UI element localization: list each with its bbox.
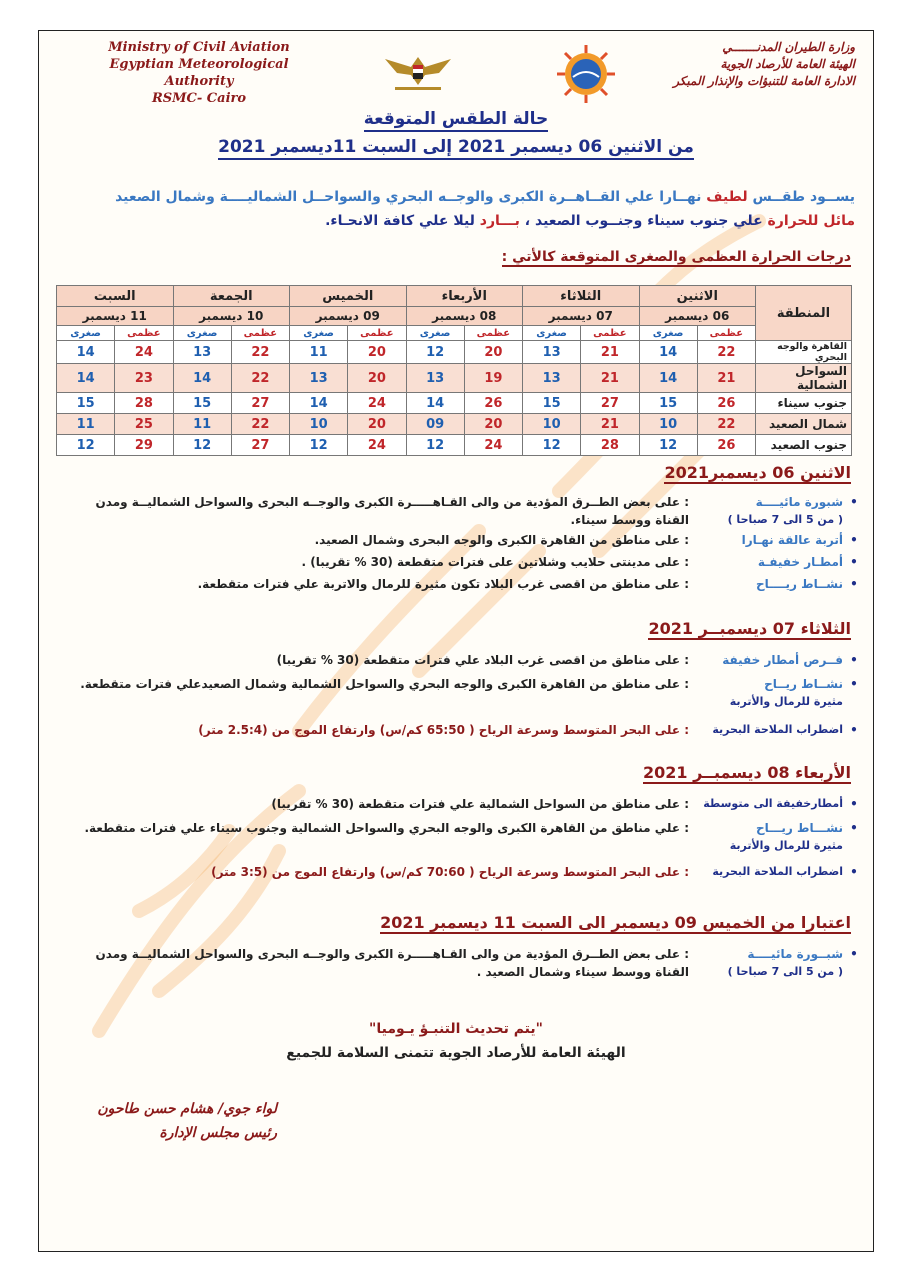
phenomenon-label xyxy=(693,493,843,529)
header-arabic xyxy=(555,39,855,90)
phenomenon-subnote: مثيرة للرمال والأتربة xyxy=(729,695,843,708)
max-temp-cell: 20 xyxy=(348,414,406,435)
max-temp-cell: 26 xyxy=(697,435,755,456)
region-name: القاهرة والوجه البحري xyxy=(756,341,852,364)
phenomenon-label xyxy=(693,795,843,813)
max-label: عظمى xyxy=(115,326,173,341)
max-temp-cell: 21 xyxy=(697,364,755,393)
max-label: عظمى xyxy=(697,326,755,341)
min-label: صغرى xyxy=(57,326,115,341)
max-temp-cell: 19 xyxy=(464,364,522,393)
min-temp-cell: 09 xyxy=(406,414,464,435)
max-temp-cell: 26 xyxy=(697,393,755,414)
max-temp-cell: 28 xyxy=(581,435,639,456)
max-temp-cell: 20 xyxy=(348,364,406,393)
day-date: 07 ديسمبر xyxy=(523,307,640,326)
phenomenon-subnote: مثيرة للرمال والأتربة xyxy=(729,839,843,852)
day-name: الجمعة xyxy=(173,286,290,307)
min-temp-cell: 14 xyxy=(290,393,348,414)
max-temp-cell: 26 xyxy=(464,393,522,414)
min-temp-cell: 11 xyxy=(290,341,348,364)
region-name: جنوب سيناء xyxy=(756,393,852,414)
forecast-text: : على مدينتى حلايب وشلاتين على فترات متقطعة (30 % تقريبا) . xyxy=(301,555,689,569)
min-temp-cell: 15 xyxy=(173,393,231,414)
min-temp-cell: 13 xyxy=(523,341,581,364)
forecast-text: : على بعض الطــرق المؤدية من والى القـاهـــــرة الكبرى والوجــه البحرى والسواحل الشماليــة ومدن القناة ووسط سيناء وشمال الصعيد . xyxy=(95,947,689,979)
min-label: صغرى xyxy=(523,326,581,341)
max-label: عظمى xyxy=(231,326,289,341)
min-temp-cell: 10 xyxy=(523,414,581,435)
min-temp-cell: 12 xyxy=(406,435,464,456)
ministry-name-ar: وزارة الطيران المدنـــــــي xyxy=(722,40,855,54)
section-title: اعتبارا من الخميس 09 ديسمبر الى السبت 11 ديسمبر 2021 xyxy=(380,913,851,932)
max-temp-cell: 29 xyxy=(115,435,173,456)
max-temp-cell: 21 xyxy=(581,341,639,364)
phenomenon-name: اضطراب الملاحة البحرية xyxy=(712,865,843,878)
phenomenon-label xyxy=(693,863,843,881)
max-temp-cell: 20 xyxy=(348,341,406,364)
forecast-text: : على البحر المتوسط وسرعة الرياح ( 70:60 كم/س) وارتفاع الموج من (3:5 متر) xyxy=(211,865,689,879)
max-temp-cell: 24 xyxy=(464,435,522,456)
min-temp-cell: 13 xyxy=(523,364,581,393)
min-temp-cell: 15 xyxy=(523,393,581,414)
region-name: جنوب الصعيد xyxy=(756,435,852,456)
min-temp-cell: 14 xyxy=(639,341,697,364)
min-temp-cell: 14 xyxy=(173,364,231,393)
day-date: 11 ديسمبر xyxy=(57,307,174,326)
day-name: الاثنين xyxy=(639,286,756,307)
phenomenon-name: أمطـار خفيفـة xyxy=(757,555,843,569)
min-temp-cell: 11 xyxy=(173,414,231,435)
table-row xyxy=(57,341,852,364)
phenomenon-label xyxy=(693,651,843,669)
section-title: الأربعاء 08 ديسمبــر 2021 xyxy=(643,763,851,782)
forecast-text: : على مناطق من اقصى غرب البلاد تكون مثيرة للرمال والاتربة علي فترات متقطعة. xyxy=(197,577,689,591)
bullet-icon: • xyxy=(850,797,858,811)
min-temp-cell: 12 xyxy=(639,435,697,456)
forecast-text: : على مناطق من اقصى غرب البلاد علي فترات متقطعة (30 % تقريبا) xyxy=(276,653,689,667)
phenomenon-label xyxy=(693,531,843,549)
max-temp-cell: 25 xyxy=(115,414,173,435)
rsmc-name: RSMC- Cairo xyxy=(151,91,247,106)
min-label: صغرى xyxy=(406,326,464,341)
header-english xyxy=(79,39,319,107)
phenomenon-name: نشــاط ريــــاح xyxy=(755,577,843,591)
max-temp-cell: 20 xyxy=(464,414,522,435)
region-name: شمال الصعيد xyxy=(756,414,852,435)
min-temp-cell: 12 xyxy=(523,435,581,456)
min-label: صغرى xyxy=(173,326,231,341)
signature-position: رئيس مجلس الإدارة xyxy=(159,1125,277,1141)
max-temp-cell: 27 xyxy=(231,435,289,456)
day-date: 09 ديسمبر xyxy=(290,307,407,326)
bullet-icon: • xyxy=(850,577,858,591)
authority-name-ar: الهيئة العامة للأرصاد الجوية xyxy=(720,57,855,71)
min-temp-cell: 13 xyxy=(406,364,464,393)
phenomenon-label xyxy=(693,945,843,981)
phenomenon-label xyxy=(693,553,843,571)
min-temp-cell: 13 xyxy=(173,341,231,364)
min-temp-cell: 13 xyxy=(290,364,348,393)
max-temp-cell: 24 xyxy=(348,435,406,456)
forecast-period: من الاثنين 06 ديسمبر 2021 إلى السبت 11ديسمبر 2021 xyxy=(39,137,873,157)
min-temp-cell: 11 xyxy=(57,414,115,435)
max-label: عظمى xyxy=(348,326,406,341)
max-label: عظمى xyxy=(581,326,639,341)
safety-message: الهيئة العامة للأرصاد الجوية تتمنى السلامة للجميع xyxy=(286,1045,626,1061)
max-temp-cell: 22 xyxy=(231,414,289,435)
max-temp-cell: 27 xyxy=(581,393,639,414)
document-title: حالة الطقس المتوقعة xyxy=(39,109,873,129)
forecast-text: : على مناطق من القاهرة الكبرى والوجه البحرى وشمال الصعيد. xyxy=(314,533,689,547)
day-name: الأربعاء xyxy=(406,286,523,307)
temperature-rows xyxy=(57,341,852,456)
bullet-icon: • xyxy=(850,723,858,737)
phenomenon-name: اضطراب الملاحة البحرية xyxy=(712,723,843,736)
temperature-table xyxy=(56,285,852,456)
signature-name: لواء جوي/ هشام حسن طاحون xyxy=(97,1101,277,1117)
phenomenon-label xyxy=(693,721,843,739)
min-temp-cell: 14 xyxy=(57,364,115,393)
ministry-name-en: Ministry of Civil Aviation xyxy=(108,40,290,55)
region-name: السواحل الشمالية xyxy=(756,364,852,393)
max-temp-cell: 20 xyxy=(464,341,522,364)
phenomenon-label xyxy=(693,675,843,711)
daily-update-note: "يتم تحديث التنبـؤ يـوميا" xyxy=(369,1021,543,1037)
max-temp-cell: 22 xyxy=(697,414,755,435)
max-temp-cell: 22 xyxy=(231,341,289,364)
bullet-icon: • xyxy=(850,821,858,835)
intro-paragraph: يســود طقــس لطيف نهــارا علي القــاهــرة الكبرى والوجــه البحري والسواحــل الشماليــــة وشمال الصعيد مائل للحرارة علي جنوب سيناء وجنــوب الصعيد ، بـــارد ليلا علي كافة الانحـاء. xyxy=(115,189,855,229)
min-temp-cell: 12 xyxy=(57,435,115,456)
phenomenon-name: نشـــاط ريـــاح xyxy=(755,821,843,835)
min-temp-cell: 10 xyxy=(639,414,697,435)
min-temp-cell: 15 xyxy=(57,393,115,414)
min-temp-cell: 12 xyxy=(406,341,464,364)
forecast-text: : على مناطق من القاهرة الكبرى والوجه البحري والسواحل الشمالية وشمال الصعيدعلي فترات متقطعة. xyxy=(80,677,689,691)
phenomenon-subnote: ( من 5 الى 7 صباحا ) xyxy=(727,965,843,978)
max-temp-cell: 24 xyxy=(348,393,406,414)
bullet-icon: • xyxy=(850,653,858,667)
phenomenon-name: أمطارخفيفة الى متوسطة xyxy=(703,797,843,810)
phenomenon-name: شبورة مائيــــة xyxy=(755,495,843,509)
day-name: السبت xyxy=(57,286,174,307)
table-row xyxy=(57,414,852,435)
section-title: الثلاثاء 07 ديسمبــر 2021 xyxy=(648,619,851,638)
forecast-text: : على بعض الطــرق المؤدية من والى القـاهـــــرة الكبرى والوجــه البحرى والسواحل الشماليــة ومدن القناة ووسط سيناء. xyxy=(95,495,689,527)
min-label: صغرى xyxy=(290,326,348,341)
max-temp-cell: 28 xyxy=(115,393,173,414)
min-label: صغرى xyxy=(639,326,697,341)
department-name-ar: الادارة العامة للتنبؤات والإنذار المبكر xyxy=(673,74,855,88)
table-row xyxy=(57,435,852,456)
min-temp-cell: 12 xyxy=(173,435,231,456)
phenomenon-label xyxy=(693,819,843,855)
table-row xyxy=(57,364,852,393)
document-page xyxy=(38,30,874,1252)
region-header: المنطقة xyxy=(756,286,852,341)
bullet-icon: • xyxy=(850,495,858,509)
bullet-icon: • xyxy=(850,533,858,547)
bullet-icon: • xyxy=(850,947,858,961)
max-temp-cell: 22 xyxy=(231,364,289,393)
min-temp-cell: 15 xyxy=(639,393,697,414)
phenomenon-name: فــرص أمطار خفيفة xyxy=(722,653,843,667)
bullet-icon: • xyxy=(850,555,858,569)
min-temp-cell: 12 xyxy=(290,435,348,456)
phenomenon-name: نشــاط ريــاح xyxy=(764,677,843,691)
section-title: الاثنين 06 ديسمبر2021 xyxy=(664,463,851,482)
phenomenon-name: شبــورة مائيــــة xyxy=(747,947,843,961)
max-label: عظمى xyxy=(464,326,522,341)
phenomenon-name: أتربة عالقة نهـارا xyxy=(741,533,843,547)
day-date: 10 ديسمبر xyxy=(173,307,290,326)
min-temp-cell: 10 xyxy=(290,414,348,435)
max-temp-cell: 23 xyxy=(115,364,173,393)
max-temp-cell: 22 xyxy=(697,341,755,364)
max-temp-cell: 24 xyxy=(115,341,173,364)
bullet-icon: • xyxy=(850,865,858,879)
bullet-icon: • xyxy=(850,677,858,691)
table-row xyxy=(57,393,852,414)
egypt-eagle-emblem-icon xyxy=(381,45,455,95)
phenomenon-subnote: ( من 5 الى 7 صباحا ) xyxy=(727,513,843,526)
day-date: 06 ديسمبر xyxy=(639,307,756,326)
forecast-text: : على البحر المتوسط وسرعة الرياح ( 65:50 كم/س) وارتفاع الموج من (2.5:4 متر) xyxy=(198,723,689,737)
min-temp-cell: 14 xyxy=(57,341,115,364)
day-name: الثلاثاء xyxy=(523,286,640,307)
forecast-text: : علي مناطق من القاهرة الكبرى والوجه البحري والسواحل الشمالية وجنوب سيناء علي فترات متقطعة. xyxy=(84,821,689,835)
temperatures-heading: درجات الحرارة العظمى والصغرى المتوقعة كالأتي : xyxy=(501,249,851,265)
day-date: 08 ديسمبر xyxy=(406,307,523,326)
day-name: الخميس xyxy=(290,286,407,307)
max-temp-cell: 21 xyxy=(581,414,639,435)
forecast-text: : على مناطق من السواحل الشمالية علي فترات متقطعة (30 % تقريبا) xyxy=(271,797,689,811)
min-temp-cell: 14 xyxy=(639,364,697,393)
min-temp-cell: 14 xyxy=(406,393,464,414)
phenomenon-label xyxy=(693,575,843,593)
max-temp-cell: 27 xyxy=(231,393,289,414)
authority-name-en: Egyptian Meteorological Authority xyxy=(109,57,289,89)
max-temp-cell: 21 xyxy=(581,364,639,393)
